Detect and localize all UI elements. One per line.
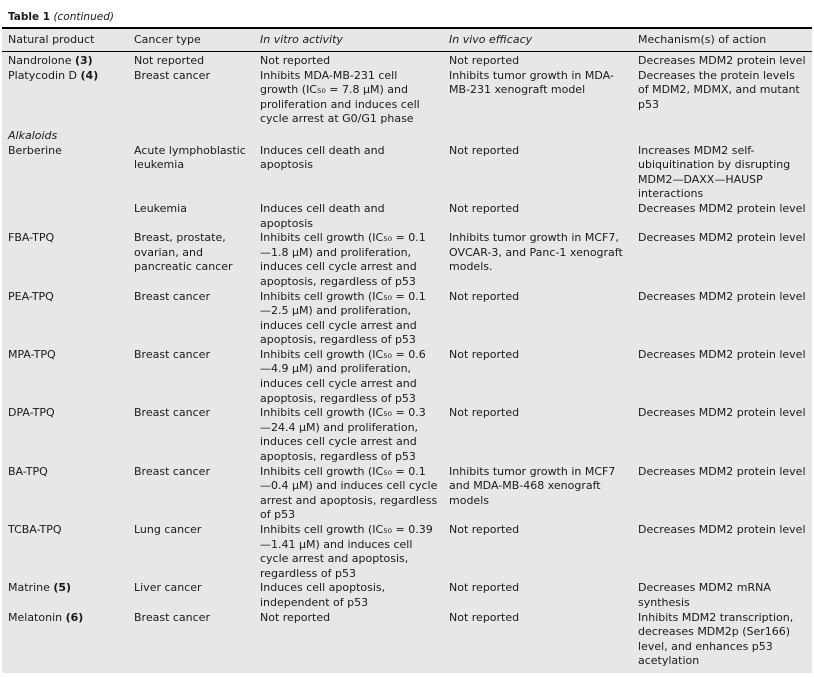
table-row xyxy=(2,348,812,406)
cell-in-vivo: Not reported xyxy=(449,201,520,215)
column-header-cancer-type: Cancer type xyxy=(134,32,201,46)
product-name: Berberine xyxy=(8,143,62,157)
data-table xyxy=(2,27,812,673)
product-name: Melatonin xyxy=(8,610,63,624)
table-body xyxy=(2,52,812,673)
table-row xyxy=(2,523,812,581)
cell-mechanism: Decreases MDM2 protein level xyxy=(638,54,806,67)
table-row xyxy=(2,144,812,202)
cell-in-vitro: Inhibits cell growth (IC₅₀ = 0.1 —0.4 μM) and induces cell cycle arrest and apoptosis, regardless of p53 xyxy=(260,464,438,522)
cell-in-vivo: Not reported xyxy=(449,347,520,361)
product-name: BA-TPQ xyxy=(8,464,48,478)
column-header-in-vivo: In vivo efficacy xyxy=(449,32,533,46)
cell-natural-product xyxy=(2,406,128,464)
product-name: MPA-TPQ xyxy=(8,347,56,361)
cell-mechanism: Decreases MDM2 protein level xyxy=(638,347,806,361)
cell-cancer-type: Liver cancer xyxy=(134,581,202,595)
cell-in-vitro: Induces cell apoptosis, independent of p53 xyxy=(260,581,386,609)
table-row xyxy=(2,52,812,69)
cell-in-vivo: Not reported xyxy=(449,523,520,536)
product-name: Nandrolone xyxy=(8,54,72,67)
cell-mechanism: Decreases MDM2 mRNA synthesis xyxy=(638,581,771,609)
cell-mechanism: Decreases MDM2 protein level xyxy=(638,201,806,215)
cell-natural-product xyxy=(2,581,128,610)
table-row xyxy=(2,465,812,523)
cell-mechanism: Decreases MDM2 protein level xyxy=(638,523,806,536)
cell-cancer-type: Breast cancer xyxy=(134,610,210,624)
cell-mechanism: Decreases MDM2 protein level xyxy=(638,406,806,420)
cell-in-vivo: Not reported xyxy=(449,581,520,595)
cell-in-vivo: Inhibits tumor growth in MCF7 and MDA-MB-468 xenograft models xyxy=(449,464,616,507)
product-name: FBA-TPQ xyxy=(8,231,55,245)
cell-in-vivo: Inhibits tumor growth in MDA-MB-231 xenograft model xyxy=(449,68,614,97)
compound-number: (3) xyxy=(74,54,93,67)
cell-in-vivo: Not reported xyxy=(449,54,520,67)
compound-number: (5) xyxy=(53,581,72,595)
section-row xyxy=(2,127,812,144)
table-row xyxy=(2,290,812,348)
compound-number: (4) xyxy=(80,68,99,82)
cell-cancer-type: Leukemia xyxy=(134,201,187,215)
cell-natural-product xyxy=(2,465,128,523)
product-name: TCBA-TPQ xyxy=(8,523,62,536)
cell-in-vivo: Not reported xyxy=(449,610,520,624)
cell-in-vitro: Inhibits cell growth (IC₅₀ = 0.6 —4.9 μM) and proliferation, induces cell cycle arrest and apoptosis, regardless of p53 xyxy=(260,347,426,405)
cell-in-vivo: Inhibits tumor growth in MCF7, OVCAR-3, and Panc-1 xenograft models. xyxy=(449,231,623,274)
cell-in-vivo: Not reported xyxy=(449,143,520,157)
cell-natural-product xyxy=(2,52,128,69)
cell-natural-product xyxy=(2,69,128,127)
product-name: Matrine xyxy=(8,581,50,595)
product-name: DPA-TPQ xyxy=(8,406,55,420)
table-row xyxy=(2,69,812,127)
cell-natural-product xyxy=(2,202,128,231)
cell-natural-product xyxy=(2,290,128,348)
product-name: PEA-TPQ xyxy=(8,289,54,303)
table-container xyxy=(2,8,812,673)
column-header-in-vitro: In vitro activity xyxy=(260,32,343,46)
cell-in-vitro: Induces cell death and apoptosis xyxy=(260,201,385,230)
table-row xyxy=(2,231,812,289)
cell-cancer-type: Breast cancer xyxy=(134,289,210,303)
cell-natural-product xyxy=(2,611,128,673)
cell-mechanism: Increases MDM2 self-ubiquitination by disrupting MDM2—DAXX—HAUSP interactions xyxy=(638,143,791,201)
table-row xyxy=(2,611,812,673)
table-header-row xyxy=(2,28,812,52)
cell-cancer-type: Breast cancer xyxy=(134,68,210,82)
cell-mechanism: Inhibits MDM2 transcription, decreases MDM2p (Ser166) level, and enhances p53 acetylation xyxy=(638,610,794,668)
cell-mechanism: Decreases MDM2 protein level xyxy=(638,289,806,303)
column-header-natural-product: Natural product xyxy=(8,32,95,46)
cell-in-vitro: Not reported xyxy=(260,610,331,624)
cell-in-vitro: Inhibits MDA-MB-231 cell growth (IC₅₀ = 7.8 μM) and proliferation and induces cell cycle arrest at G0/G1 phase xyxy=(260,68,420,126)
cell-cancer-type: Lung cancer xyxy=(134,523,202,536)
cell-in-vitro: Inhibits cell growth (IC₅₀ = 0.3 —24.4 μM) and proliferation, induces cell cycle arrest and apoptosis, regardless of p53 xyxy=(260,406,426,464)
cell-mechanism: Decreases the protein levels of MDM2, MDMX, and mutant p53 xyxy=(638,68,800,111)
cell-in-vitro: Induces cell death and apoptosis xyxy=(260,143,385,172)
cell-in-vivo: Not reported xyxy=(449,289,520,303)
cell-in-vitro: Not reported xyxy=(260,54,331,67)
cell-cancer-type: Breast cancer xyxy=(134,347,210,361)
cell-natural-product xyxy=(2,523,128,581)
table-caption-label: Table 1 xyxy=(8,11,51,23)
table-row xyxy=(2,581,812,610)
table-caption-suffix: (continued) xyxy=(53,11,114,23)
cell-cancer-type: Acute lymphoblastic leukemia xyxy=(134,143,246,172)
cell-in-vitro: Inhibits cell growth (IC₅₀ = 0.1 —2.5 μM) and proliferation, induces cell cycle arrest and apoptosis, regardless of p53 xyxy=(260,289,426,347)
compound-number: (6) xyxy=(65,610,84,624)
cell-cancer-type: Breast cancer xyxy=(134,406,210,420)
cell-in-vitro: Inhibits cell growth (IC₅₀ = 0.39—1.41 μM) and induces cell cycle arrest and apoptosis, regardless of p53 xyxy=(260,523,433,580)
cell-cancer-type: Breast cancer xyxy=(134,464,210,478)
cell-natural-product xyxy=(2,231,128,289)
cell-cancer-type: Breast, prostate, ovarian, and pancreatic cancer xyxy=(134,231,233,274)
cell-natural-product xyxy=(2,144,128,202)
column-header-mechanism: Mechanism(s) of action xyxy=(638,32,767,46)
cell-mechanism: Decreases MDM2 protein level xyxy=(638,464,806,478)
section-label: Alkaloids xyxy=(8,128,58,142)
cell-in-vitro: Inhibits cell growth (IC₅₀ = 0.1 —1.8 μM) and proliferation, induces cell cycle arrest and apoptosis, regardless of p53 xyxy=(260,231,426,288)
cell-mechanism: Decreases MDM2 protein level xyxy=(638,231,806,245)
cell-cancer-type: Not reported xyxy=(134,54,205,67)
cell-in-vivo: Not reported xyxy=(449,406,520,420)
cell-natural-product xyxy=(2,348,128,406)
table-caption xyxy=(2,8,812,27)
table-row xyxy=(2,202,812,231)
table-row xyxy=(2,406,812,464)
product-name: Platycodin D xyxy=(8,68,78,82)
